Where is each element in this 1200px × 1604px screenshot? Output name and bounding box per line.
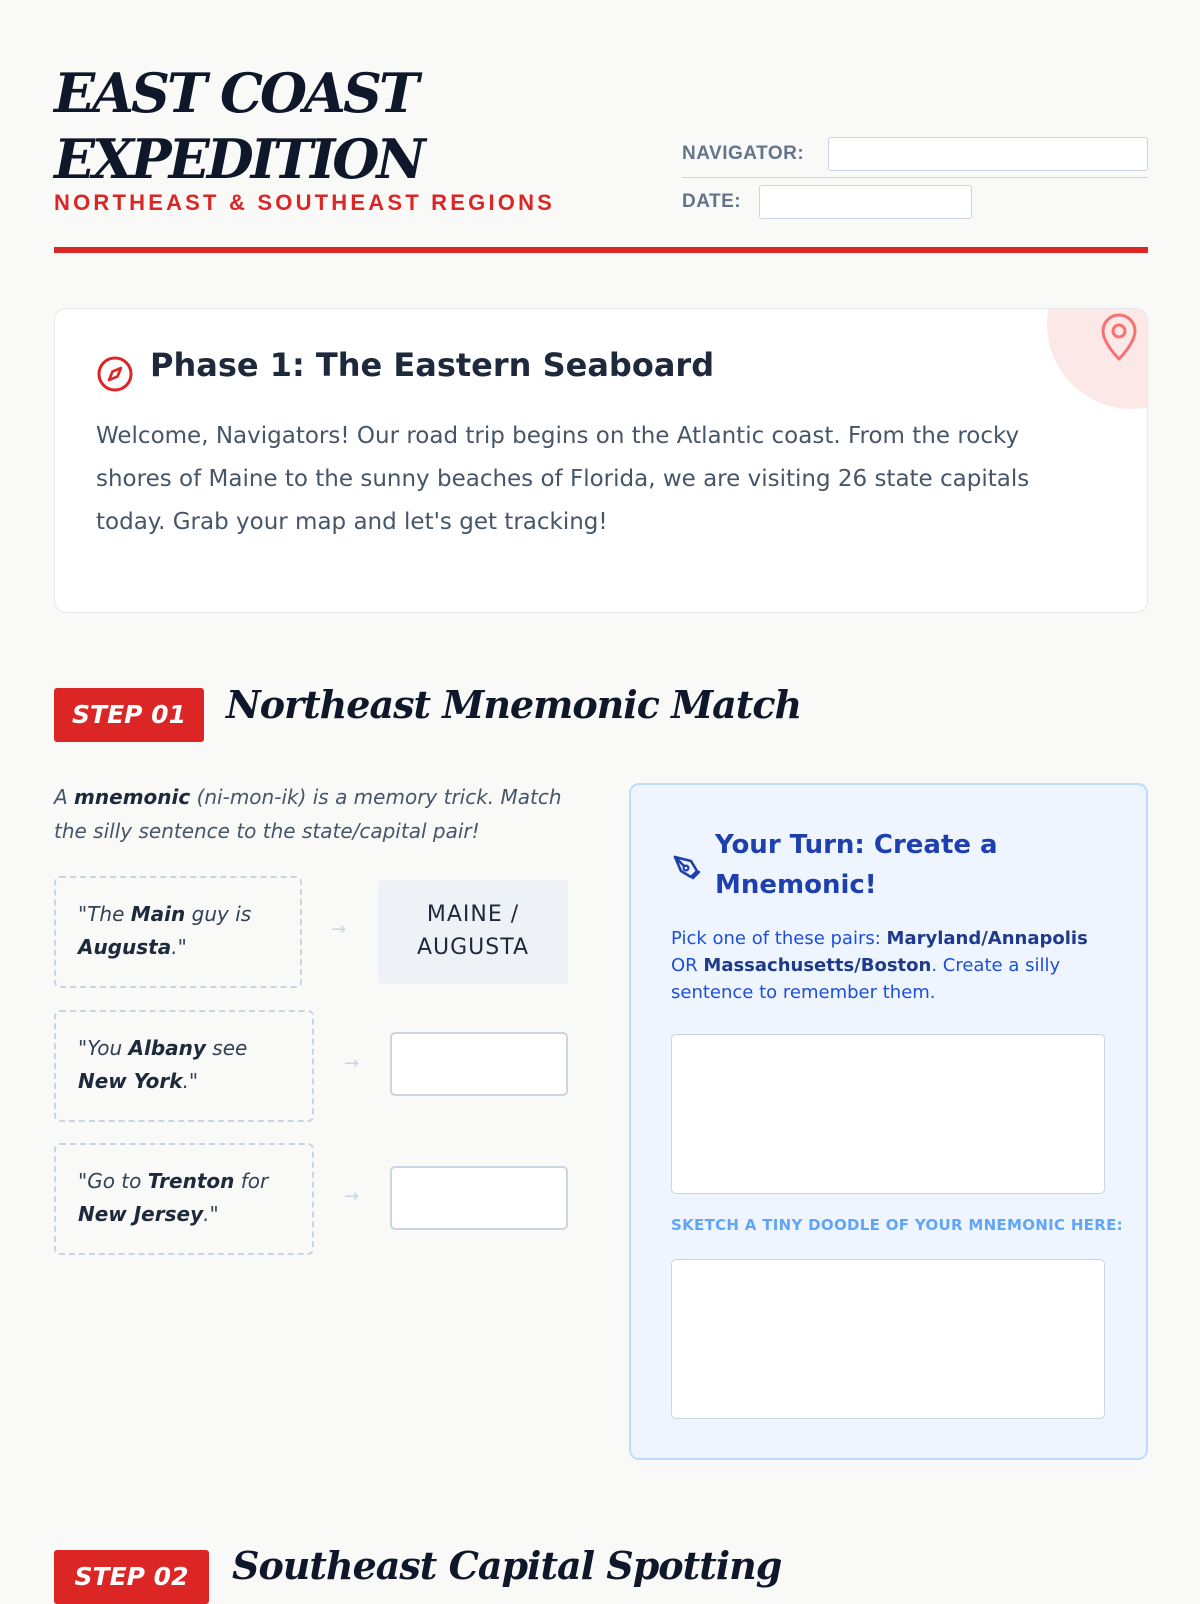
page-title (54, 60, 654, 192)
step-02-title: Southeast Capital Spotting (232, 1543, 782, 1588)
title-line-2: EXPEDITION (54, 127, 423, 191)
title-line-1: EAST COAST (54, 61, 417, 125)
answer-maine-augusta: MAINE / AUGUSTA (378, 880, 568, 984)
step-01-title: Northeast Mnemonic Match (226, 682, 802, 727)
step-01-badge: STEP 01 (54, 688, 204, 742)
arrow-right-icon: → (344, 1053, 360, 1074)
pen-tool-icon (671, 851, 703, 883)
map-pin-icon (1095, 311, 1143, 363)
step-02-badge: STEP 02 (54, 1550, 209, 1604)
worksheet-page (54, 0, 1148, 1600)
header-divider (54, 247, 1148, 253)
date-field[interactable] (759, 185, 972, 219)
mnemonic-writing-box[interactable] (671, 1034, 1105, 1194)
arrow-right-icon: → (331, 919, 347, 940)
navigator-label: NAVIGATOR: (682, 143, 805, 164)
arrow-right-icon: → (344, 1186, 360, 1207)
clue-card-maine: "The Main guy is Augusta." (54, 876, 302, 988)
your-turn-instructions: Pick one of these pairs: Maryland/Annapolis OR Massachusetts/Boston. Create a silly sentence to remember them. (671, 928, 1088, 1003)
page-subtitle: NORTHEAST & SOUTHEAST REGIONS (54, 190, 556, 215)
intro-card (54, 308, 1148, 613)
answer-box-new-jersey[interactable] (390, 1166, 568, 1230)
clue-card-new-york: "You Albany see New York." (54, 1010, 314, 1122)
intro-body: Welcome, Navigators! Our road trip begins on the Atlantic coast. From the rocky shores of Maine to the sunny beaches of Florida, we are visiting 26 state capitals today. Grab your map and let's get tracking! (96, 423, 1030, 535)
clue-card-new-jersey: "Go to Trenton for New Jersey." (54, 1143, 314, 1255)
date-label: DATE: (682, 191, 742, 212)
mnemonic-definition: A mnemonic (ni-mon-ik) is a memory trick. Match the silly sentence to the state/capital pair! (54, 785, 562, 843)
compass-icon (96, 355, 134, 393)
field-divider (682, 177, 1148, 178)
navigator-field[interactable] (828, 137, 1148, 171)
doodle-box[interactable] (671, 1259, 1105, 1419)
intro-heading: Phase 1: The Eastern Seaboard (150, 346, 715, 384)
doodle-label: SKETCH A TINY DOODLE OF YOUR MNEMONIC HERE: (671, 1216, 1123, 1234)
your-turn-panel (629, 783, 1148, 1460)
your-turn-heading: Your Turn: Create a Mnemonic! (715, 830, 998, 900)
answer-box-new-york[interactable] (390, 1032, 568, 1096)
